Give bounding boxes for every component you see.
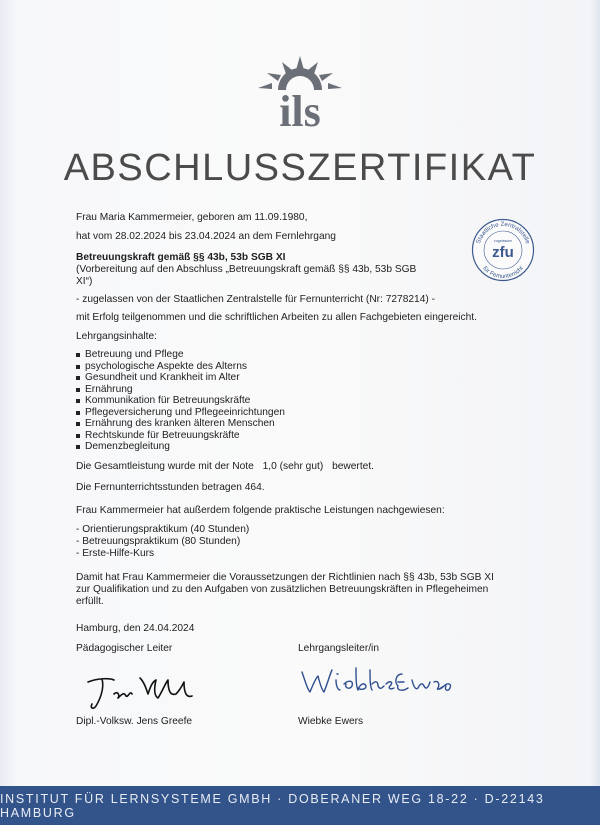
place-date: Hamburg, den 24.04.2024 [76,623,195,634]
certificate-title: ABSCHLUSSZERTIFIKAT [63,147,537,189]
conclusion-line-3: erfüllt. [76,596,104,607]
seal-inner-small: zugelassen [493,239,513,243]
contents-heading: Lehrgangsinhalte: [76,331,157,342]
success-statement: mit Erfolg teilgenommen und die schriftlichen Arbeiten zu allen Fachgebieten eingereicht. [76,312,477,323]
list-item: Rechtskunde für Betreuungskräfte [76,430,285,442]
grade-prefix: Die Gesamtleistung wurde mit der Note [76,461,254,472]
sun-icon [258,56,342,90]
list-item: Pflegeversicherung und Pflegeeinrichtungen [76,407,285,419]
course-name: Betreuungskraft gemäß §§ 43b, 53b SGB XI [76,252,286,263]
left-signature-image [84,668,196,712]
practical-item: - Orientierungspraktikum (40 Stunden) [76,524,250,535]
footer-address: INSTITUT FÜR LERNSYSTEME GMBH · DOBERANER WEG 18-22 · D-22143 HAMBURG [0,786,600,825]
admission-note: - zugelassen von der Staatlichen Zentralstelle für Fernunterricht (Nr: 7278214) - [76,294,435,305]
intro-line-2: hat vom 28.02.2024 bis 23.04.2024 an dem Fernlehrgang [76,231,336,242]
course-description-1: (Vorbereitung auf den Abschluss „Betreuungskraft gemäß §§ 43b, 53b SGB [76,264,417,275]
seal-ring-bottom: für Fernunterricht [481,265,525,281]
ils-logo [248,54,352,130]
practical-intro: Frau Kammermeier hat außerdem folgende praktische Leistungen nachgewiesen: [76,505,445,516]
course-description-2: XI“) [76,276,93,287]
list-item: Betreuung und Pflege [76,349,285,361]
list-item: Demenzbegleitung [76,441,285,453]
practical-item: - Betreuungspraktikum (80 Stunden) [76,536,241,547]
left-signatory-name: Dipl.-Volksw. Jens Greefe [76,716,193,727]
list-item: psychologische Aspekte des Alterns [76,361,285,373]
grade-line [76,461,374,473]
zfu-seal-icon [471,218,535,282]
course-contents-list [76,349,285,453]
conclusion-line-2: zur Qualifikation und zu den Aufgaben von zusätzlichen Betreuungskräften in Pflegeheimen [76,584,489,595]
grade-suffix: bewertet. [332,461,374,472]
list-item: Ernährung [76,384,285,396]
hours-statement: Die Fernunterrichtsstunden betragen 464. [76,482,265,493]
conclusion-line-1: Damit hat Frau Kammermeier die Voraussetzungen der Richtlinien nach §§ 43b, 53b SGB XI [76,572,494,583]
intro-line-1: Frau Maria Kammermeier, geboren am 11.09.1980, [76,212,308,223]
seal-ring-top: Staatliche Zentralstelle [474,220,532,245]
seal-inner-big: zfu [492,244,514,261]
list-item: Kommunikation für Betreuungskräfte [76,395,285,407]
right-signatory-role: Lehrgangsleiter/in [298,643,379,654]
right-signatory-name: Wiebke Ewers [298,716,364,727]
grade-value: 1,0 (sehr gut) [262,461,324,472]
list-item: Gesundheit und Krankheit im Alter [76,372,285,384]
list-item: Ernährung des kranken älteren Menschen [76,418,285,430]
left-signatory-role: Pädagogischer Leiter [76,643,173,654]
logo-text: ils [279,87,321,130]
practical-item: - Erste-Hilfe-Kurs [76,548,155,559]
right-signature-image [298,662,460,698]
